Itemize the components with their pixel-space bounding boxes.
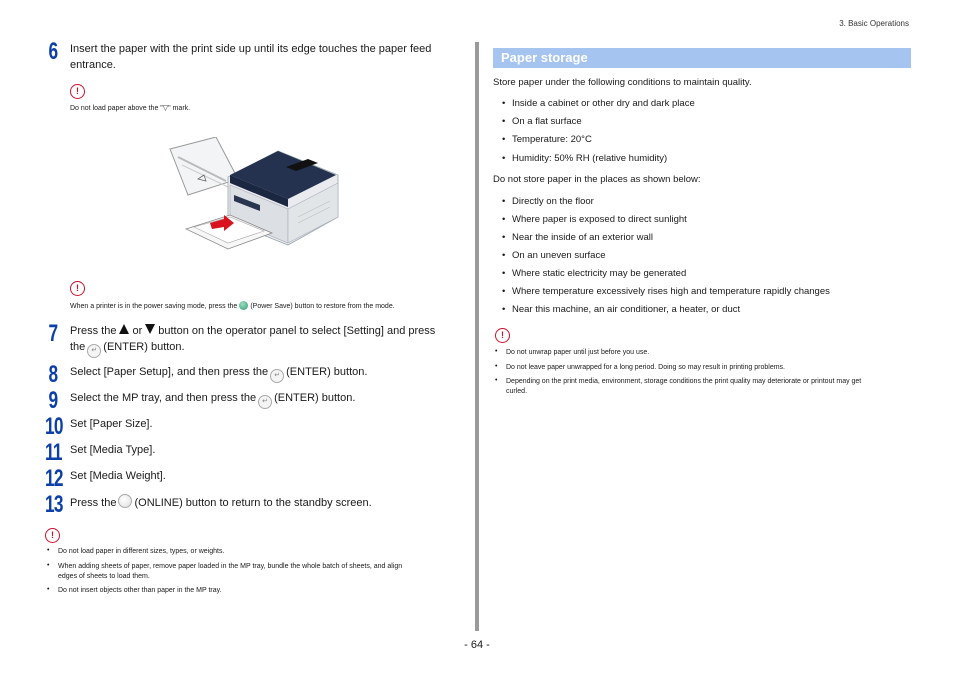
- printer-illustration: [168, 137, 340, 257]
- step-text: Select the MP tray, and then press the ↵ (ENTER) button.: [70, 390, 355, 409]
- up-arrow-button-icon: [119, 324, 129, 334]
- section-header-bar: [493, 48, 911, 68]
- warning-icon: !: [70, 281, 85, 296]
- note-paper-mark: Do not load paper above the "▽" mark.: [70, 105, 191, 112]
- step-number: 9: [48, 387, 58, 414]
- power-save-button-icon: [239, 301, 248, 310]
- step-number: 6: [48, 38, 58, 65]
- note-power-save: When a printer is in the power saving mode, press the (Power Save) button to restore from the mode.: [70, 303, 395, 310]
- warning-icon: !: [495, 328, 510, 343]
- triangle-mark-icon: ▽: [162, 105, 169, 112]
- step-text: Set [Paper Size].: [70, 418, 153, 430]
- step-number: 13: [45, 491, 63, 518]
- warning-icon: !: [45, 528, 60, 543]
- enter-button-icon: ↵: [258, 395, 272, 409]
- enter-button-icon: ↵: [87, 344, 101, 358]
- step-text: Set [Media Weight].: [70, 470, 166, 482]
- chapter-header: 3. Basic Operations: [839, 19, 909, 28]
- avoid-intro-text: Do not store paper in the places as shown below:: [493, 174, 701, 185]
- online-button-icon: [118, 494, 132, 508]
- step-text: Select [Paper Setup], and then press the ↵ (ENTER) button.: [70, 364, 367, 383]
- page-number: - 64 -: [464, 639, 490, 651]
- down-arrow-button-icon: [145, 324, 155, 334]
- warning-icon: !: [70, 84, 85, 99]
- enter-button-icon: ↵: [270, 369, 284, 383]
- step-number: 10: [45, 413, 63, 440]
- step-text: Set [Media Type].: [70, 444, 156, 456]
- step-number: 12: [45, 465, 63, 492]
- step-text: Press the or button on the operator panel to select [Setting] and press the ↵ (ENTER) button.: [70, 323, 435, 358]
- section-title: Paper storage: [501, 50, 588, 65]
- step-number: 7: [48, 320, 58, 347]
- intro-text: Store paper under the following conditions to maintain quality.: [493, 77, 752, 88]
- step-text: Press the (ONLINE) button to return to the standby screen.: [70, 494, 372, 511]
- column-divider: [475, 42, 479, 631]
- step-number: 8: [48, 361, 58, 388]
- step-number: 11: [45, 439, 62, 466]
- step-text: Insert the paper with the print side up until its edge touches the paper feed entrance.: [70, 43, 432, 71]
